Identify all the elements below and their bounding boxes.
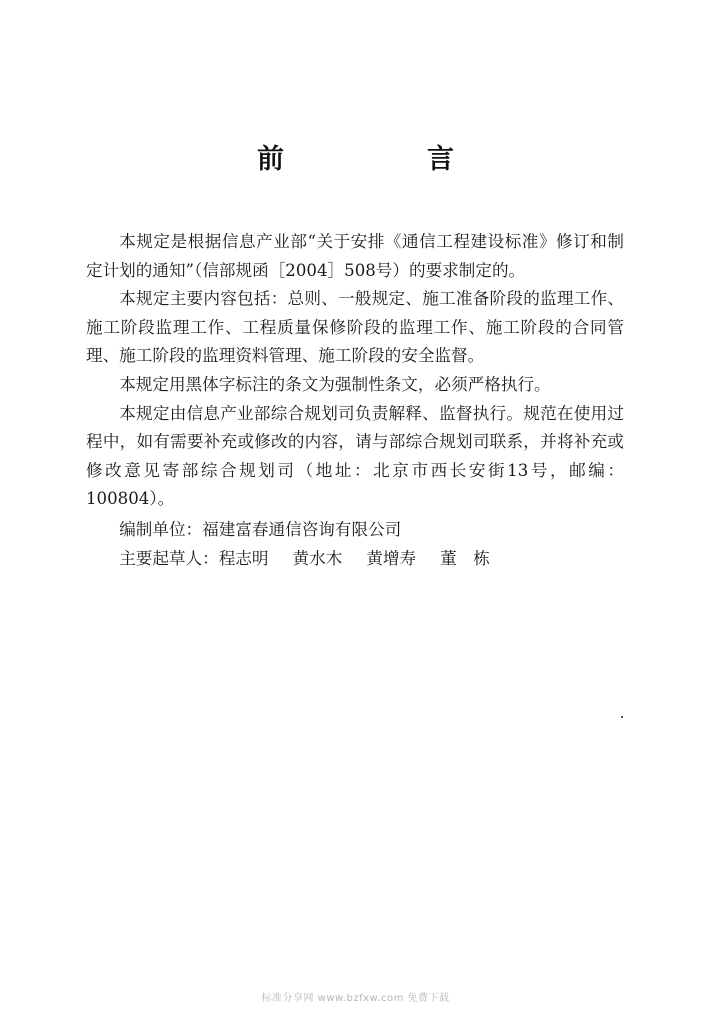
page-title: 前 言 <box>257 144 512 175</box>
drafters-label: 主要起草人： <box>119 548 219 568</box>
paragraph-interpretation: 本规定由信息产业部综合规划司负责解释、监督执行。规范在使用过程中，如有需要补充或修改的内容，请与部综合规划司联系，并将补充或修改意见寄部综合规划司（地址：北京市西长安街13号，邮编：100804）。 <box>86 403 624 509</box>
paragraph-mandatory: 本规定用黑体字标注的条文为强制性条文，必须严格执行。 <box>119 374 551 394</box>
drafter-name: 程志明 <box>218 548 269 568</box>
drafter-name: 黄水木 <box>292 548 343 568</box>
editor-label: 编制单位： <box>119 519 203 539</box>
drafters-line <box>86 545 624 574</box>
editor-value: 福建富春通信咨询有限公司 <box>202 519 402 539</box>
drafter-name: 董 栋 <box>440 548 490 568</box>
document-body <box>86 228 624 573</box>
scan-speck <box>621 716 623 718</box>
editor-line <box>86 516 624 545</box>
paragraph-basis: 本规定是根据信息产业部“关于安排《通信工程建设标准》修订和制定计划的通知”（信部规函［2004］508号）的要求制定的。 <box>86 232 624 280</box>
drafter-name: 黄增寿 <box>366 548 417 568</box>
footer-watermark: 标准分享网 www.bzfxw.com 免费下载 <box>261 993 450 1004</box>
paragraph-contents: 本规定主要内容包括：总则、一般规定、施工准备阶段的监理工作、施工阶段监理工作、工程质量保修阶段的监理工作、施工阶段的合同管理、施工阶段的监理资料管理、施工阶段的安全监督。 <box>86 289 624 366</box>
